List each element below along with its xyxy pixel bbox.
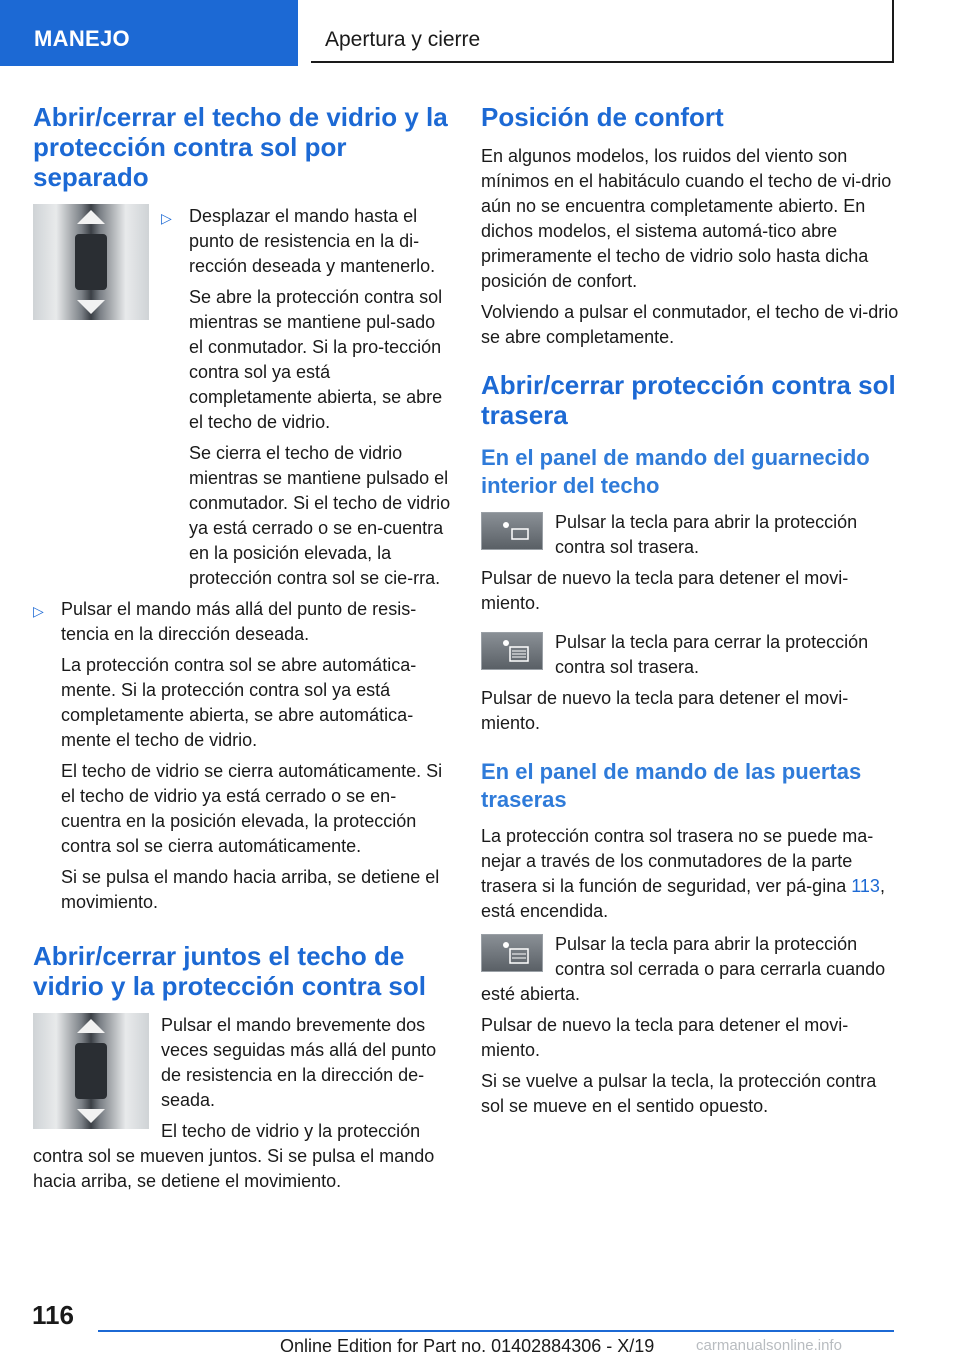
paragraph: Volviendo a pulsar el conmutador, el techo de vi-drio se abre completamente. xyxy=(481,302,899,347)
header-chapter-box xyxy=(311,0,894,63)
switch-row-1 xyxy=(33,204,453,597)
paragraph: El techo de vidrio y la protección contra sol se mueven juntos. Si se pulsa el mando hacia arriba, se detiene el movimiento. xyxy=(33,1121,435,1191)
bullet-text: Desplazar el mando hasta el punto de resistencia en la di-rección deseada y mantenerlo. xyxy=(189,206,436,276)
bullet-text: Si se pulsa el mando hacia arriba, se detiene el movimiento. xyxy=(61,867,440,912)
right-column xyxy=(481,102,901,1125)
paragraph: Pulsar el mando brevemente dos veces seguidas más allá del punto de resistencia en la dirección de-seada. xyxy=(161,1015,437,1110)
bullet-text: El techo de vidrio se cierra automáticamente. Si el techo de vidrio ya está cerrado o se en-cuentra en la posición elevada, la protección contra sol se cierra automáticamente. xyxy=(61,761,443,856)
header-chapter: Apertura y cierre xyxy=(325,28,481,51)
key-text: Pulsar la tecla para abrir la protección contra sol cerrada o para cerrarla cuando esté abierta. xyxy=(481,934,886,1004)
roof-switch-image xyxy=(33,204,149,320)
subheading-rear-doors: En el panel de mando de las puertas traseras xyxy=(481,759,862,812)
paragraph: Pulsar de nuevo la tecla para detener el movi-miento. xyxy=(481,568,849,613)
bullet-text: Pulsar el mando más allá del punto de resis-tencia en la dirección deseada. xyxy=(61,599,417,644)
key-row-2 xyxy=(481,630,901,686)
page-link[interactable]: 113 xyxy=(851,876,880,896)
left-column xyxy=(33,102,453,1200)
bullet-text: Se abre la protección contra sol mientras se mantiene pul-sado el conmutador. Si la pro-tección contra sol ya está completamente abierta, se abre el techo de vidrio. xyxy=(189,287,443,432)
bullet-text: La protección contra sol se abre automática-mente. Si la protección contra sol ya está completamente abierta, se abre automática-mente el techo de vidrio. xyxy=(61,655,417,750)
heading-comfort: Posición de confort xyxy=(481,102,724,132)
header-section: MANEJO xyxy=(34,26,130,51)
heading-together: Abrir/cerrar juntos el techo de vidrio y la protección contra sol xyxy=(33,941,426,1001)
bullet-text: Se cierra el techo de vidrio mientras se mantiene pulsado el conmutador. Si el techo de vidrio ya está cerrado o se en-cuentra en la posición elevada, la protección contra sol se cie-rra. xyxy=(189,443,451,588)
subheading-roof-panel: En el panel de mando del guarnecido interior del techo xyxy=(481,445,870,498)
key-row-1 xyxy=(481,510,901,566)
footer-edition: Online Edition for Part no. 01402884306 - X/19 xyxy=(280,1336,655,1356)
watermark: carmanualsonline.info xyxy=(696,1337,842,1354)
key-row-3 xyxy=(481,932,901,1007)
bullet-item xyxy=(33,597,453,915)
sunshade-open-key-icon xyxy=(481,512,543,550)
paragraph-safety: La protección contra sol trasera no se puede ma-nejar a través de los conmutadores de la parte trasera si la función de seguridad, ver pá-gina 113, está encendida. xyxy=(481,826,885,921)
page-number: 116 xyxy=(32,1300,74,1330)
bullet-triangle-icon: ▷ xyxy=(33,603,44,619)
header-section-tab xyxy=(0,0,298,66)
sunshade-close-key-icon xyxy=(481,632,543,670)
paragraph: Pulsar de nuevo la tecla para detener el movi-miento. xyxy=(481,1015,849,1060)
heading-separate: Abrir/cerrar el techo de vidrio y la protección contra sol por separado xyxy=(33,102,448,192)
footer-rule xyxy=(98,1330,894,1332)
switch-row-2 xyxy=(33,1013,453,1194)
heading-rear-shade: Abrir/cerrar protección contra sol trasera xyxy=(481,370,896,430)
sunshade-toggle-key-icon xyxy=(481,934,543,972)
paragraph: Pulsar de nuevo la tecla para detener el movi-miento. xyxy=(481,688,849,733)
roof-switch-image xyxy=(33,1013,149,1129)
key-text: Pulsar la tecla para cerrar la protección contra sol trasera. xyxy=(555,632,869,677)
bullet-item xyxy=(161,204,453,591)
paragraph: En algunos modelos, los ruidos del viento son mínimos en el habitáculo cuando el techo de vi-drio aún no se encuentra completamente abierto. En dichos modelos, el sistema automá-tico abre primeramente el techo de vidrio solo hasta dicha posición de confort. xyxy=(481,146,892,291)
paragraph: Si se vuelve a pulsar la tecla, la protección contra sol se mueve en el sentido opuesto. xyxy=(481,1071,877,1116)
key-text: Pulsar la tecla para abrir la protección contra sol trasera. xyxy=(555,512,858,557)
bullet-triangle-icon: ▷ xyxy=(161,210,172,226)
